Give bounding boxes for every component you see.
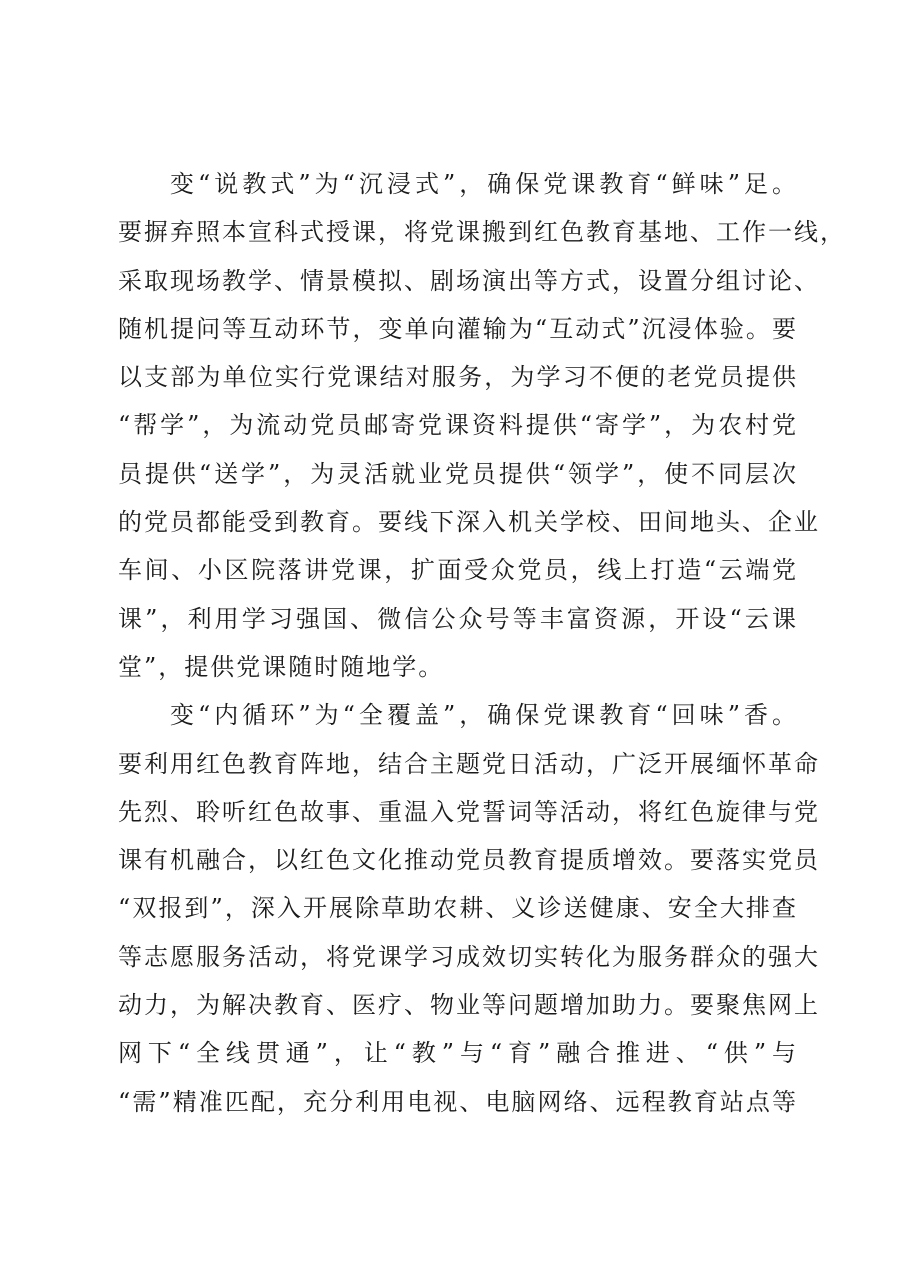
text-line: 动力，为解决教育、医疗、物业等问题增加助力。要聚焦网上 xyxy=(118,991,820,1020)
text-line: 随机提问等互动环节，变单向灌输为“互动式”沉浸体验。要 xyxy=(118,314,798,343)
text-line: 等志愿服务活动，将党课学习成效切实转化为服务群众的强大 xyxy=(118,942,820,971)
paragraph-2 xyxy=(118,691,820,1126)
text-line: 课”，利用学习强国、微信公众号等丰富资源，开设“云课 xyxy=(118,604,798,633)
paragraph-1 xyxy=(118,160,846,691)
text-line: 课有机融合，以红色文化推动党员教育提质增效。要落实党员 xyxy=(118,846,820,875)
text-line: “双报到”，深入开展除草助农耕、义诊送健康、安全大排查 xyxy=(118,894,798,923)
text-line: 采取现场教学、情景模拟、剧场演出等方式，设置分组讨论、 xyxy=(118,266,820,295)
text-line: 员提供“送学”，为灵活就业党员提供“领学”，使不同层次 xyxy=(118,459,798,488)
text-line: 先烈、聆听红色故事、重温入党誓词等活动，将红色旋律与党 xyxy=(118,797,820,826)
text-line: “需”精准匹配，充分利用电视、电脑网络、远程教育站点等 xyxy=(118,1087,798,1116)
text-line: 堂”，提供党课随时随地学。 xyxy=(118,652,445,681)
text-line: 要利用红色教育阵地，结合主题党日活动，广泛开展缅怀革命 xyxy=(118,749,820,778)
text-line: “帮学”，为流动党员邮寄党课资料提供“寄学”，为农村党 xyxy=(118,411,798,440)
text-line: 变“说教式”为“沉浸式”，确保党课教育“鲜味”足。 xyxy=(170,170,798,198)
text-line: 的党员都能受到教育。要线下深入机关学校、田间地头、企业 xyxy=(118,508,820,537)
body-text xyxy=(118,160,846,1126)
text-line: 网下“全线贯通”，让“教”与“育”融合推进、“供”与 xyxy=(118,1039,798,1068)
text-line: 车间、小区院落讲党课，扩面受众党员，线上打造“云端党 xyxy=(118,556,798,585)
text-line: 变“内循环”为“全覆盖”，确保党课教育“回味”香。 xyxy=(170,701,798,730)
text-line: 要摒弃照本宣科式授课，将党课搬到红色教育基地、工作一线， xyxy=(118,218,846,247)
text-line: 以支部为单位实行党课结对服务，为学习不便的老党员提供 xyxy=(118,363,798,392)
